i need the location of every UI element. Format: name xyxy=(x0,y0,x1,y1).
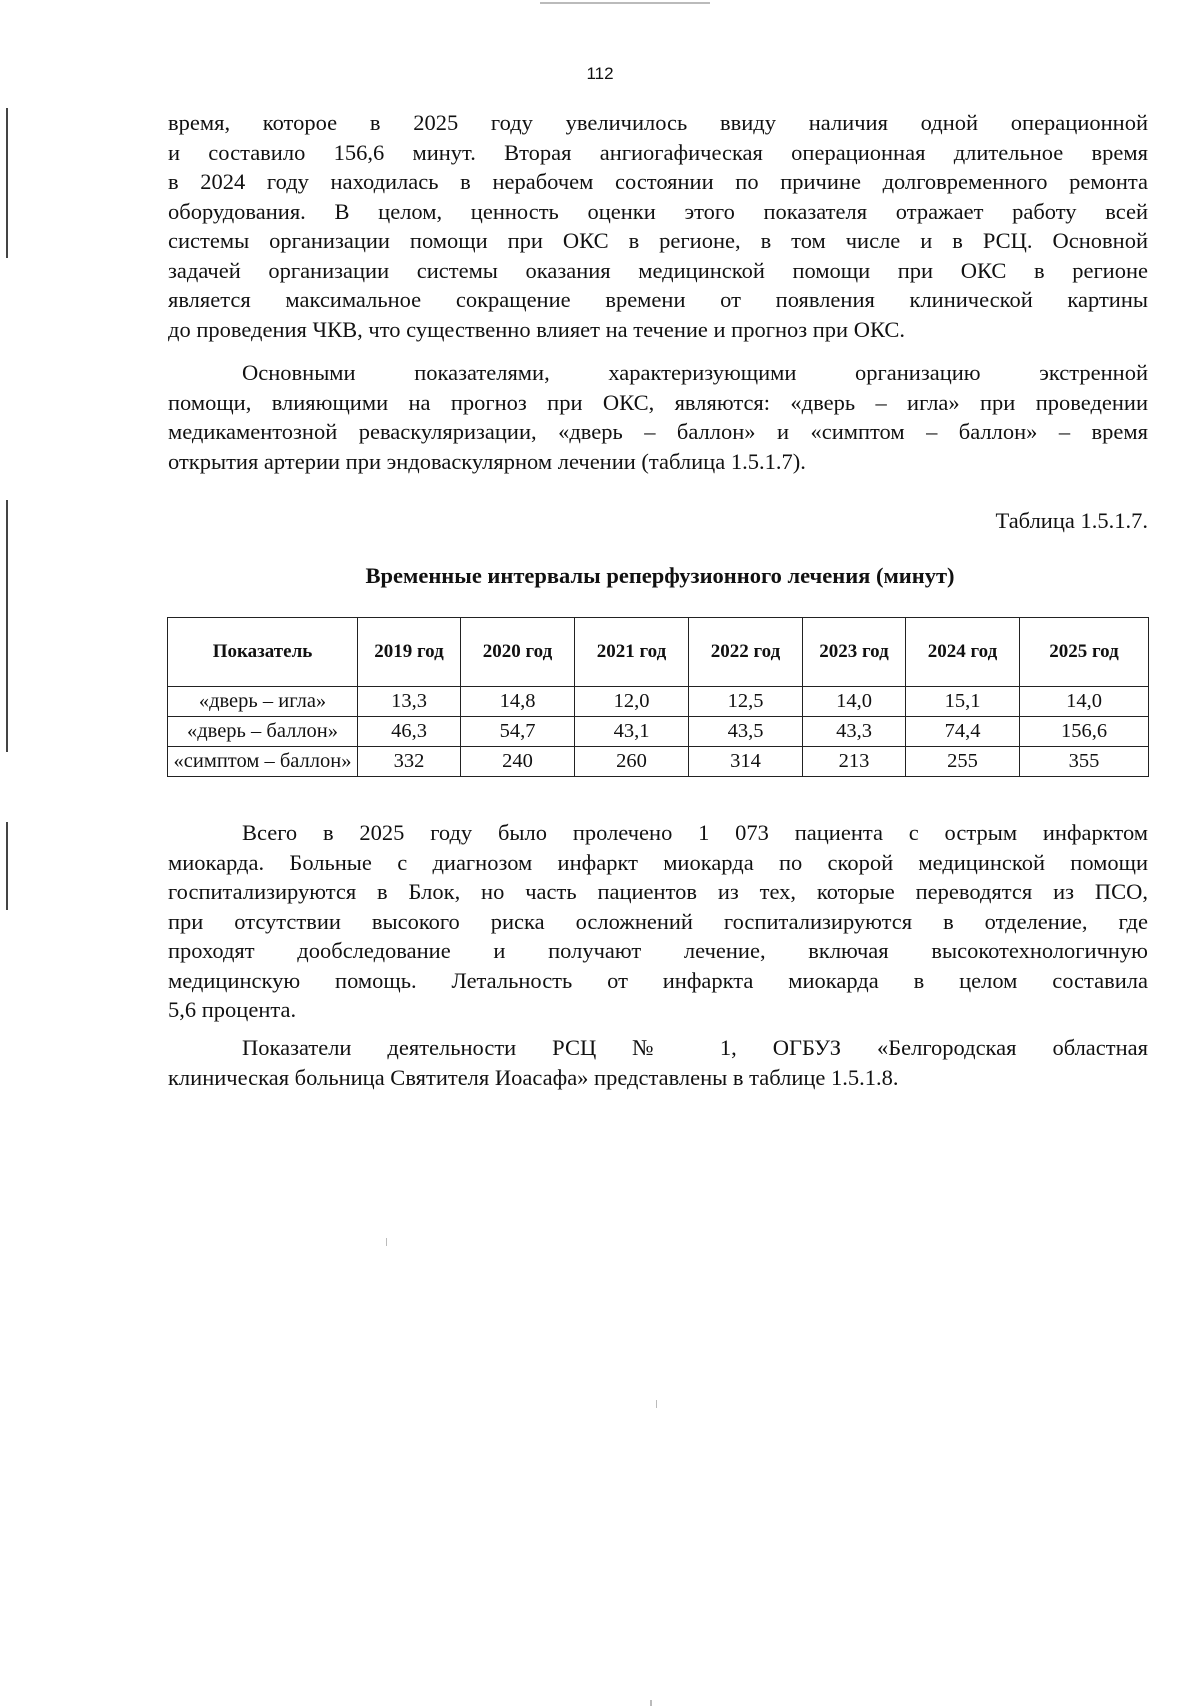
table-header-row xyxy=(168,618,1149,687)
paragraph-4 xyxy=(168,1033,1148,1092)
column-header: 2019 год xyxy=(358,618,461,687)
text-line: медикаментозной реваскуляризации, «дверь – баллон» и «симптом – баллон» – время xyxy=(168,419,1148,444)
table-row xyxy=(168,717,1149,747)
table-cell: 314 xyxy=(689,747,803,777)
table-cell: 14,0 xyxy=(1020,687,1149,717)
table-cell: 12,0 xyxy=(575,687,689,717)
text-line: проходят дообследование и получают лечение, включая высокотехнологичную xyxy=(168,938,1148,963)
table-cell: 156,6 xyxy=(1020,717,1149,747)
scan-dot xyxy=(386,1238,387,1246)
table-cell: «дверь – баллон» xyxy=(168,717,358,747)
reperfusion-table xyxy=(167,617,1149,777)
column-header: 2025 год xyxy=(1020,618,1149,687)
text-line: миокарда. Больные с диагнозом инфаркт миокарда по скорой медицинской помощи xyxy=(168,849,1148,875)
text-line: и составило 156,6 минут. Вторая ангиогафическая операционная длительное время xyxy=(168,139,1148,165)
text-line: Всего в 2025 году было пролечено 1 073 пациента с острым инфарктом xyxy=(242,820,1148,845)
table-cell: 260 xyxy=(575,747,689,777)
text-line: время, которое в 2025 году увеличилось ввиду наличия одной операционной xyxy=(168,110,1148,135)
column-header: Показатель xyxy=(168,618,358,687)
scan-margin-mark xyxy=(6,822,8,910)
table-cell: 74,4 xyxy=(906,717,1020,747)
scan-margin-mark xyxy=(6,108,8,258)
table-cell: 13,3 xyxy=(358,687,461,717)
table-cell: «симптом – баллон» xyxy=(168,747,358,777)
paragraph-2 xyxy=(168,358,1148,476)
table-cell: 15,1 xyxy=(906,687,1020,717)
column-header: 2020 год xyxy=(461,618,575,687)
table-row xyxy=(168,687,1149,717)
text-line: медицинскую помощь. Летальность от инфаркта миокарда в целом составила xyxy=(168,967,1148,993)
table-caption: Таблица 1.5.1.7. xyxy=(995,508,1148,533)
page-number: 112 xyxy=(586,64,614,83)
text-line: Показатели деятельности РСЦ № 1, ОГБУЗ «Белгородская областная xyxy=(242,1035,1148,1060)
text-line: госпитализируются в Блок, но часть пациентов из тех, которые переводятся из ПСО, xyxy=(168,879,1148,904)
text-line: оборудования. В целом, ценность оценки этого показателя отражает работу всей xyxy=(168,198,1148,224)
text-line: системы организации помощи при ОКС в регионе, в том числе и в РСЦ. Основной xyxy=(168,228,1148,253)
text-line: является максимальное сокращение времени от появления клинической картины xyxy=(168,287,1148,312)
table-cell: 255 xyxy=(906,747,1020,777)
text-line: открытия артерии при эндоваскулярном лечении (таблица 1.5.1.7). xyxy=(168,448,806,474)
table-cell: 43,5 xyxy=(689,717,803,747)
column-header: 2023 год xyxy=(803,618,906,687)
scan-dot xyxy=(650,1700,652,1706)
table-cell: 12,5 xyxy=(689,687,803,717)
table-cell: 213 xyxy=(803,747,906,777)
table-row xyxy=(168,747,1149,777)
text-line: при отсутствии высокого риска осложнений госпитализируются в отделение, где xyxy=(168,908,1148,934)
text-line: задачей организации системы оказания медицинской помощи при ОКС в регионе xyxy=(168,257,1148,283)
scan-margin-mark xyxy=(6,500,8,752)
table-cell: 332 xyxy=(358,747,461,777)
scan-smudge xyxy=(540,2,710,4)
text-line: до проведения ЧКВ, что существенно влияет на течение и прогноз при ОКС. xyxy=(168,316,906,342)
column-header: 2021 год xyxy=(575,618,689,687)
column-header: 2022 год xyxy=(689,618,803,687)
scan-dot xyxy=(656,1400,657,1408)
table-cell: 14,0 xyxy=(803,687,906,717)
table-title: Временные интервалы реперфузионного лечения (минут) xyxy=(365,563,955,588)
text-line: клиническая больница Святителя Иоасафа» представлены в таблице 1.5.1.8. xyxy=(168,1064,899,1090)
text-line: Основными показателями, характеризующими организацию экстренной xyxy=(242,360,1148,385)
table-cell: «дверь – игла» xyxy=(168,687,358,717)
table-cell: 46,3 xyxy=(358,717,461,747)
text-line: 5,6 процента. xyxy=(168,997,297,1022)
table-cell: 240 xyxy=(461,747,575,777)
table-cell: 14,8 xyxy=(461,687,575,717)
column-header: 2024 год xyxy=(906,618,1020,687)
text-line: помощи, влияющими на прогноз при ОКС, являются: «дверь – игла» при проведении xyxy=(168,389,1148,415)
table-cell: 355 xyxy=(1020,747,1149,777)
paragraph-1 xyxy=(168,108,1148,344)
table-cell: 43,1 xyxy=(575,717,689,747)
text-line: в 2024 году находилась в нерабочем состоянии по причине долговременного ремонта xyxy=(168,169,1148,194)
table-cell: 43,3 xyxy=(803,717,906,747)
paragraph-3 xyxy=(168,818,1148,1025)
table-cell: 54,7 xyxy=(461,717,575,747)
